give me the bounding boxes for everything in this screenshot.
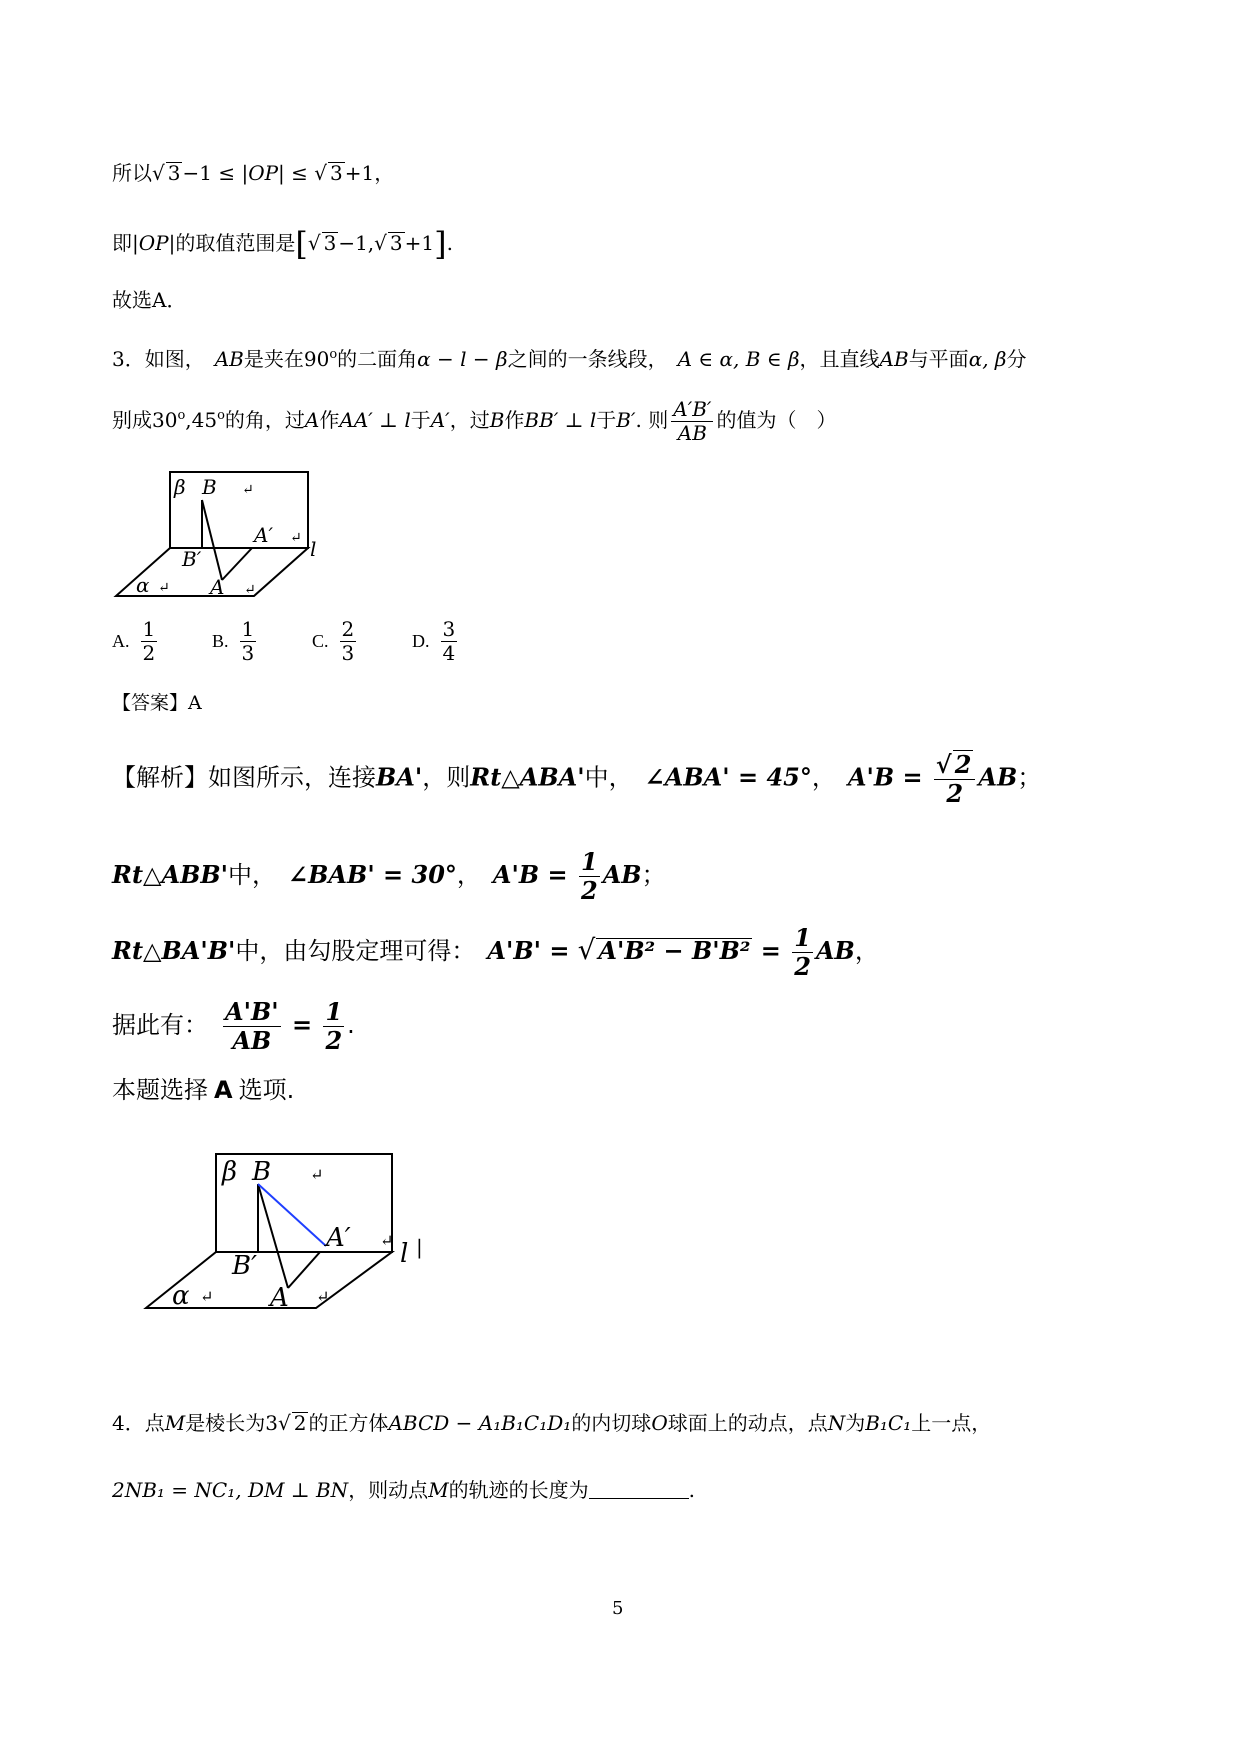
label-a-prime: A′ (326, 1223, 351, 1253)
math: = (283, 1010, 321, 1040)
sqrt-symbol: √ (374, 231, 387, 256)
sqrt-symbol: √ (152, 161, 165, 185)
math: ∠ABA' = 45° (644, 762, 812, 792)
option-d[interactable] (412, 618, 460, 665)
fraction (671, 398, 713, 445)
text: 之间的一条线段， (507, 346, 658, 371)
label-l: l (400, 1239, 409, 1269)
page-number: 5 (612, 1598, 624, 1619)
label-beta: β (222, 1157, 238, 1187)
text: ， (854, 937, 879, 966)
plane-beta (170, 472, 308, 548)
text: 所以 (112, 161, 152, 185)
denominator: 2 (946, 778, 964, 808)
prev-line-2 (112, 225, 453, 263)
left-bracket: [ (295, 225, 308, 263)
numerator: 1 (142, 617, 156, 641)
math: α − l − β (417, 346, 508, 371)
sqrt-value: 3 (330, 161, 343, 185)
math-op: OP (138, 231, 169, 256)
analysis-line-3 (112, 924, 879, 980)
q4-line-1 (112, 1412, 991, 1433)
math: AB (602, 860, 642, 890)
math: Rt△ABA' (470, 762, 585, 792)
label-a: A (210, 575, 225, 599)
return-mark: ↵ (200, 1287, 214, 1306)
text: 选项. (238, 1076, 295, 1104)
fraction (223, 998, 281, 1054)
label-l: l (310, 537, 317, 561)
text: 别成 (112, 408, 152, 432)
numerator: 1 (241, 617, 255, 641)
math: BA' (376, 762, 423, 792)
answer: 【答案】A (112, 692, 202, 714)
math: B′ (616, 408, 636, 432)
text: 上一点， (911, 1411, 992, 1435)
return-mark: ↵ (380, 1231, 394, 1250)
math: M (428, 1478, 449, 1502)
label-alpha: α (136, 573, 150, 597)
math: Rt△ABB' (112, 860, 229, 890)
denominator: 2 (794, 951, 811, 981)
text: 为 (845, 1411, 866, 1435)
math: AB (214, 346, 244, 371)
math: α, β (968, 346, 1007, 371)
text: | ≤ (278, 161, 315, 185)
option-b[interactable] (212, 618, 259, 665)
fraction (323, 998, 344, 1054)
math: M (164, 1411, 186, 1435)
analysis-line-2 (112, 848, 666, 904)
q4-line-2 (112, 1478, 695, 1500)
numerator: A′B′ (673, 397, 712, 421)
analysis-line-1 (112, 750, 1041, 807)
numerator: 1 (794, 923, 811, 952)
text: 的正方体 (308, 1411, 389, 1435)
option-fraction (340, 618, 357, 665)
label-b-prime: B′ (232, 1251, 258, 1281)
text: 作 (319, 408, 340, 432)
return-mark: ↵ (244, 582, 256, 598)
return-mark: ↵ (316, 1287, 330, 1306)
sqrt-value: 3 (167, 161, 181, 185)
math-op: OP (248, 161, 279, 185)
text: 的值为（ ） (716, 408, 837, 432)
text: ， (811, 763, 824, 792)
fraction (934, 750, 975, 807)
sqrt-symbol: √ (577, 933, 596, 967)
denominator: 4 (442, 641, 456, 665)
segment-ab (202, 500, 222, 580)
label-b: B (252, 1157, 272, 1187)
text: ， (456, 861, 469, 890)
fraction (579, 848, 600, 904)
text: 与平面 (908, 346, 969, 371)
math: BB′ ⊥ l (524, 408, 597, 432)
denominator: 3 (341, 641, 355, 665)
return-mark: ↵ (242, 482, 254, 498)
return-mark: ↵ (310, 1165, 324, 1184)
denominator: 2 (142, 641, 156, 665)
numerator: 2 (341, 617, 355, 641)
math: A (214, 1076, 233, 1104)
math: A'B = (847, 762, 931, 792)
segment-bap (258, 1184, 326, 1246)
text: 的内切球 (571, 1411, 652, 1435)
text: −1 ≤ | (182, 161, 249, 185)
math: B₁C₁ (865, 1411, 912, 1435)
math: AB (879, 346, 909, 371)
math: A'B = (492, 860, 576, 890)
label-a: A (270, 1283, 289, 1313)
text: 中，由勾股定理可得： (235, 937, 464, 966)
math: 3 (265, 1411, 278, 1435)
math: A ∈ α, B ∈ β (677, 346, 800, 371)
option-fraction (240, 618, 257, 665)
text: . (688, 1478, 696, 1502)
degree-sign: o (217, 408, 225, 424)
denominator: AB (677, 421, 707, 445)
text: 点 (144, 1411, 165, 1435)
dihedral-figure-1 (112, 470, 332, 605)
sqrt-symbol: √ (314, 161, 328, 185)
text: ，则 (422, 763, 471, 792)
text: 【解析】如图所示，连接 (112, 763, 376, 792)
text: +1， (344, 161, 395, 185)
label-beta: β (174, 475, 186, 499)
sqrt-value: 2 (293, 1411, 307, 1435)
text: ，且直线 (799, 346, 880, 371)
option-label: D. (412, 631, 430, 651)
text: 分 (1006, 346, 1027, 371)
option-a[interactable] (112, 618, 160, 665)
right-bracket: ] (434, 225, 447, 263)
text: 是夹在 (243, 346, 304, 371)
text: −1, (338, 231, 375, 256)
numerator: 3 (442, 617, 456, 641)
text: 据此有： (112, 1011, 196, 1040)
math: = (752, 936, 790, 966)
math: N (827, 1411, 846, 1435)
segment-aap (222, 548, 252, 580)
prev-line-3: 故选A． (112, 288, 187, 312)
math: A′ (430, 408, 450, 432)
answer-blank[interactable] (589, 1478, 689, 1499)
plane-beta (216, 1154, 392, 1252)
math: AB (815, 936, 855, 966)
analysis-line-5 (112, 1078, 294, 1102)
text-cursor: | (416, 1235, 423, 1259)
dihedral-figure-2 (140, 1150, 440, 1320)
math: 2NB₁ = NC₁, DM ⊥ BN (112, 1478, 349, 1502)
text: 本题选择 (112, 1076, 208, 1104)
option-label: A. (112, 631, 130, 651)
question-number: 4． (112, 1411, 145, 1435)
text: 即| (112, 231, 139, 256)
option-label: B. (212, 631, 229, 651)
text: +1 (404, 231, 435, 256)
text: ，过 (449, 408, 490, 432)
math: A (304, 408, 320, 432)
math: B (489, 408, 505, 432)
label-a-prime: A′ (254, 523, 273, 547)
text: 是棱长为 (185, 1411, 266, 1435)
sqrt-value: 3 (389, 231, 403, 256)
math: ABCD − A₁B₁C₁D₁ (388, 1411, 572, 1435)
math: AB (978, 762, 1018, 792)
text: . (446, 231, 453, 256)
numerator: A'B' (225, 997, 279, 1026)
prev-line-1 (112, 162, 394, 183)
numerator: 1 (325, 997, 343, 1026)
text: 中， (228, 861, 265, 890)
text: |的取值范围是 (168, 231, 296, 256)
math: 90 (303, 346, 330, 371)
degree-sign: o (177, 408, 186, 424)
option-fraction (141, 618, 158, 665)
denominator: 2 (325, 1025, 343, 1055)
text: 的角，过 (224, 408, 305, 432)
sqrt-value: 2 (954, 750, 972, 779)
label-alpha: α (172, 1281, 190, 1311)
denominator: 3 (241, 641, 255, 665)
sqrt-symbol: √ (277, 1411, 291, 1435)
numerator: 1 (580, 847, 598, 876)
label-b: B (202, 475, 217, 499)
text: . (347, 1011, 355, 1040)
math: Rt△BA'B' (112, 936, 236, 966)
math: AA′ ⊥ l (339, 408, 411, 432)
math: 30 (152, 408, 178, 432)
segment-aap (288, 1252, 320, 1288)
text: 中， (584, 763, 621, 792)
numerator: √ 2 (934, 750, 975, 780)
sqrt-value: 3 (323, 231, 337, 256)
text: 的轨迹的长度为 (448, 1478, 589, 1502)
denominator: AB (232, 1025, 272, 1055)
text: . 则 (635, 408, 669, 432)
analysis-line-4 (112, 998, 355, 1054)
question-number: 3． (112, 346, 145, 371)
return-mark: ↵ (290, 530, 302, 546)
option-label: C. (312, 631, 329, 651)
return-mark: ↵ (158, 580, 170, 596)
text: 如图， (144, 346, 195, 371)
q3-line-2: 别成30$^o$,45$^o$的角，过A作AA′ ⊥ l于A′，过B作BB′ ⊥ l于B′. 则 $\frac{A'B'}{AB}$ 的值为（ ） (112, 397, 837, 445)
denominator: 2 (580, 875, 598, 905)
degree-sign: o (329, 347, 338, 362)
option-fraction (441, 618, 458, 665)
math: 45 (191, 408, 218, 432)
math: A'B' = (487, 936, 578, 966)
fraction (792, 924, 813, 980)
text: 作 (504, 408, 525, 432)
text: 于 (596, 408, 617, 432)
math: ∠BAB' = 30° (288, 860, 457, 890)
label-b-prime: B′ (182, 547, 202, 571)
sqrt-value: A'B² − B'B² (598, 936, 751, 966)
text: ，则动点 (348, 1478, 429, 1502)
option-c[interactable] (312, 618, 359, 665)
text: 于 (410, 408, 431, 432)
text: 的二面角 (337, 346, 418, 371)
text: ； (641, 861, 666, 890)
q3-line-1 (112, 348, 1026, 369)
text: ； (1017, 763, 1042, 792)
math: O (651, 1411, 668, 1435)
sqrt-symbol: √ (307, 231, 321, 256)
text: 球面上的动点，点 (667, 1411, 828, 1435)
segment-ab (258, 1184, 288, 1288)
